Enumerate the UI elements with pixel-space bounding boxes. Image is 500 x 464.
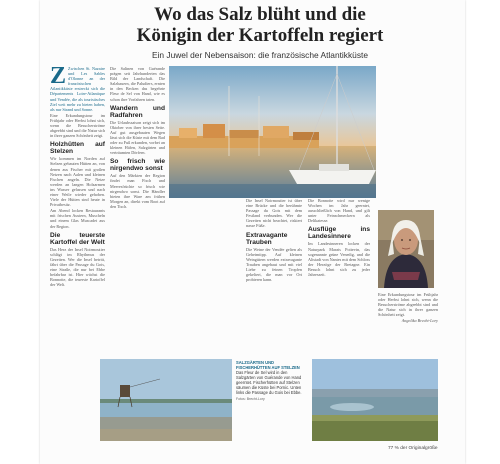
paragraph-grapes: Die Weine der Vendée gelten als Geheimtipp. Auf kleinen Weingütern werden extravagante Trauben angebaut und mit viel Liebe zu feinen Tropfen gekeltert, die man vor Ort probieren kann. [246,246,302,283]
landscape-photo [312,359,438,441]
section-heading-excursions: Ausflüge ins Landesinnere [308,226,370,241]
paragraph-salt: Die Salinen von Guérande prägen seit Jahrhunderten das Bild der Landschaft. Die Salzbauern, die Paludiers, ernten in den Becken das begehrte Fleur de Sel von Hand, wie es schon ihre Vorfahren taten. [110,66,165,102]
article-subtitle: Ein Juwel der Nebensaison: die französische Atlantikküste [151,50,368,60]
section-heading-stilts: Holzhütten auf Stelzen [50,141,105,156]
salt-pans-photo [100,359,232,441]
paragraph-harvest: Die Bonnotte wird nur wenige Wochen im Jahr geerntet, ausschließlich von Hand, und gilt unter Feinschmeckern als Delikatesse. [308,198,370,224]
paragraph-potato: Das Herz der Insel Noirmoutier schlägt im Rhythmus der Gezeiten. Wer die Insel betritt, fährt über die Passage du Gois, eine Straße, die nur bei Ebbe befahrbar ist. Hier wächst die Bonnotte, die teuerste Kartoffel der Welt. [50,246,105,288]
scale-note: 77 % der Originalgröße [388,446,438,451]
harbor-sailboat-photo [169,66,376,198]
paragraph-island: Die Insel Noirmoutier ist über eine Brücke und die berühmte Passage du Gois mit dem Festland verbunden. Wer die Gezeiten nicht beachtet, riskiert nasse Füße. [246,198,302,229]
article-title [70,4,450,46]
paragraph-hiking: Die Urlaubssaison zeigt sich im Oktober von ihrer besten Seite. Auf gut ausgebauten Wegen lässt sich die Küste mit dem Rad oder zu Fuß erkunden, vorbei an kleinen Häfen, Salzgärten und verträumten Dörfern. [110,119,165,156]
paragraph-excursions: Im Landesinneren locken der Naturpark Marais Poitevin, das sogenannte grüne Venedig, und die Altstadt von Nantes mit dem Schloss der Herzöge der Bretagne. Ein Besuch lohnt sich zu jeder Jahreszeit. [308,241,370,278]
section-heading-fresh: So frisch wie nirgendwo sonst [110,158,165,173]
text-column-4 [308,198,370,358]
text-column-1 [50,66,105,459]
photo-credit: Fotos: Brecht-Lory [236,397,265,401]
section-heading-hiking: Wandern und Radfahren [110,104,165,119]
text-column-5 [378,292,438,360]
newspaper-page [40,0,465,464]
section-heading-potato: Die teuerste Kartoffel der Welt [50,231,105,246]
photo-caption [236,360,306,444]
paragraph-fresh: Auf den Märkten der Region findet man Fisch und Meeresfrüchte so frisch wie nirgendwo sonst. Die Händler bieten ihre Ware am frühen Morgen an, direkt vom Boot auf den Tisch. [110,173,165,209]
paragraph-stilts: Wir kommen im Norden auf Stelzen gebauten Hütten an, von denen aus Fischer mit großen Netzen nach Aalen und kleinen Fischen angeln. Die Netze werden an langen Holzarmen ins Wasser gelassen und nach einer Weile wieder gehoben. Viele der Hütten sind heute in Privatbesitz. [50,156,105,208]
drop-cap: Z [50,66,67,89]
title-line-1: Wo das Salz blüht und die [154,4,366,25]
paragraph-closing: Eine Erkundungstour im Frühjahr oder Herbst lohnt sich, wenn die Besucherströme abgeebbt sind und die Natur sich in ihrer ganzen Schönheit zeigt. [378,292,438,318]
portrait-woman-photo [378,210,434,288]
intro-paragraph: Zwischen St. Nazaire und Les Sables d'Olonne an der französischen Atlantikküste erstreckt sich die Départements Loire-Atlantique und Vendée, die als touristisches Ziel weit mehr zu bieten haben, als nur Strand und Sonne. [50,66,105,112]
intro-paragraph-2: Eine Erkundungstour im Frühjahr oder Herbst lohnt sich, wenn die Besucherströme abgeebbt sind und die Natur sich in ihrer ganzen Schönheit zeigt. [50,112,105,139]
title-line-2: Königin der Kartoffeln regiert [136,25,384,46]
section-heading-grapes: Extravagante Trauben [246,231,288,246]
text-column-2 [110,66,165,354]
caption-headline: SALZGÄRTEN UND FISCHERHÜTTEN AUF STELZEN [236,360,300,370]
paragraph-stilts-2: Am Abend locken Restaurants mit frischen Austern, Muscheln und einem Glas Muscadet aus der Region. [50,208,105,229]
caption-text: Das Fleur de Sel wird in den Salzgärten von Guérande von Hand geerntet. Fischerhütten auf Stelzen säumen die Küste bei Pornic. Unten links die Passage du Gois bei Ebbe. [236,370,302,395]
author-byline: Angelika Brecht-Lory [401,318,438,324]
